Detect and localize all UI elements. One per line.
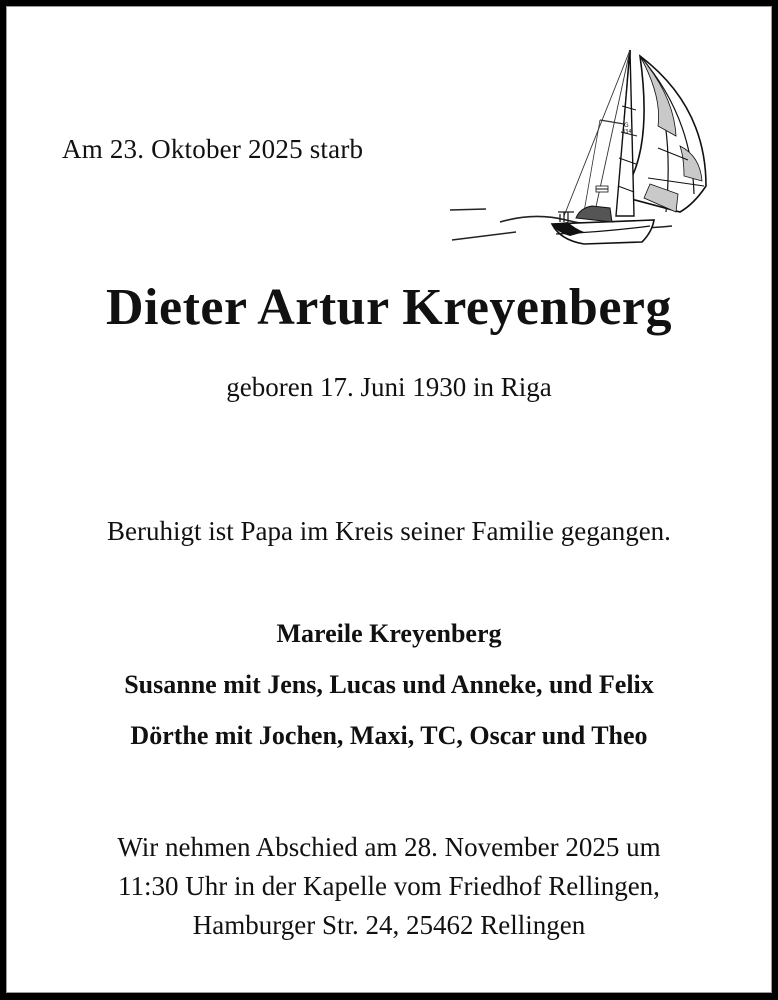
sailboat-icon (444, 36, 724, 256)
birth-info: geboren 17. Juni 1930 in Riga (226, 372, 552, 402)
memorial-quote: Beruhigt ist Papa im Kreis seiner Familie gegangen. (107, 516, 671, 546)
farewell-details (6, 828, 772, 945)
mourners-list (6, 616, 772, 769)
mourner-line: Mareile Kreyenberg (276, 619, 502, 648)
svg-text:G: G (624, 122, 629, 129)
farewell-line: 11:30 Uhr in der Kapelle vom Friedhof Rellingen, (118, 871, 660, 901)
deceased-name: Dieter Artur Kreyenberg (105, 279, 672, 336)
farewell-line: Hamburger Str. 24, 25462 Rellingen (192, 910, 586, 940)
mourner-line: Dörthe mit Jochen, Maxi, TC, Oscar und Theo (130, 721, 648, 750)
mourner-line: Susanne mit Jens, Lucas und Anneke, und Felix (124, 670, 654, 699)
svg-text:334: 334 (622, 129, 632, 135)
obituary-card (6, 6, 772, 993)
death-date-line: Am 23. Oktober 2025 starb (62, 134, 364, 164)
farewell-line: Wir nehmen Abschied am 28. November 2025 um (117, 832, 661, 862)
